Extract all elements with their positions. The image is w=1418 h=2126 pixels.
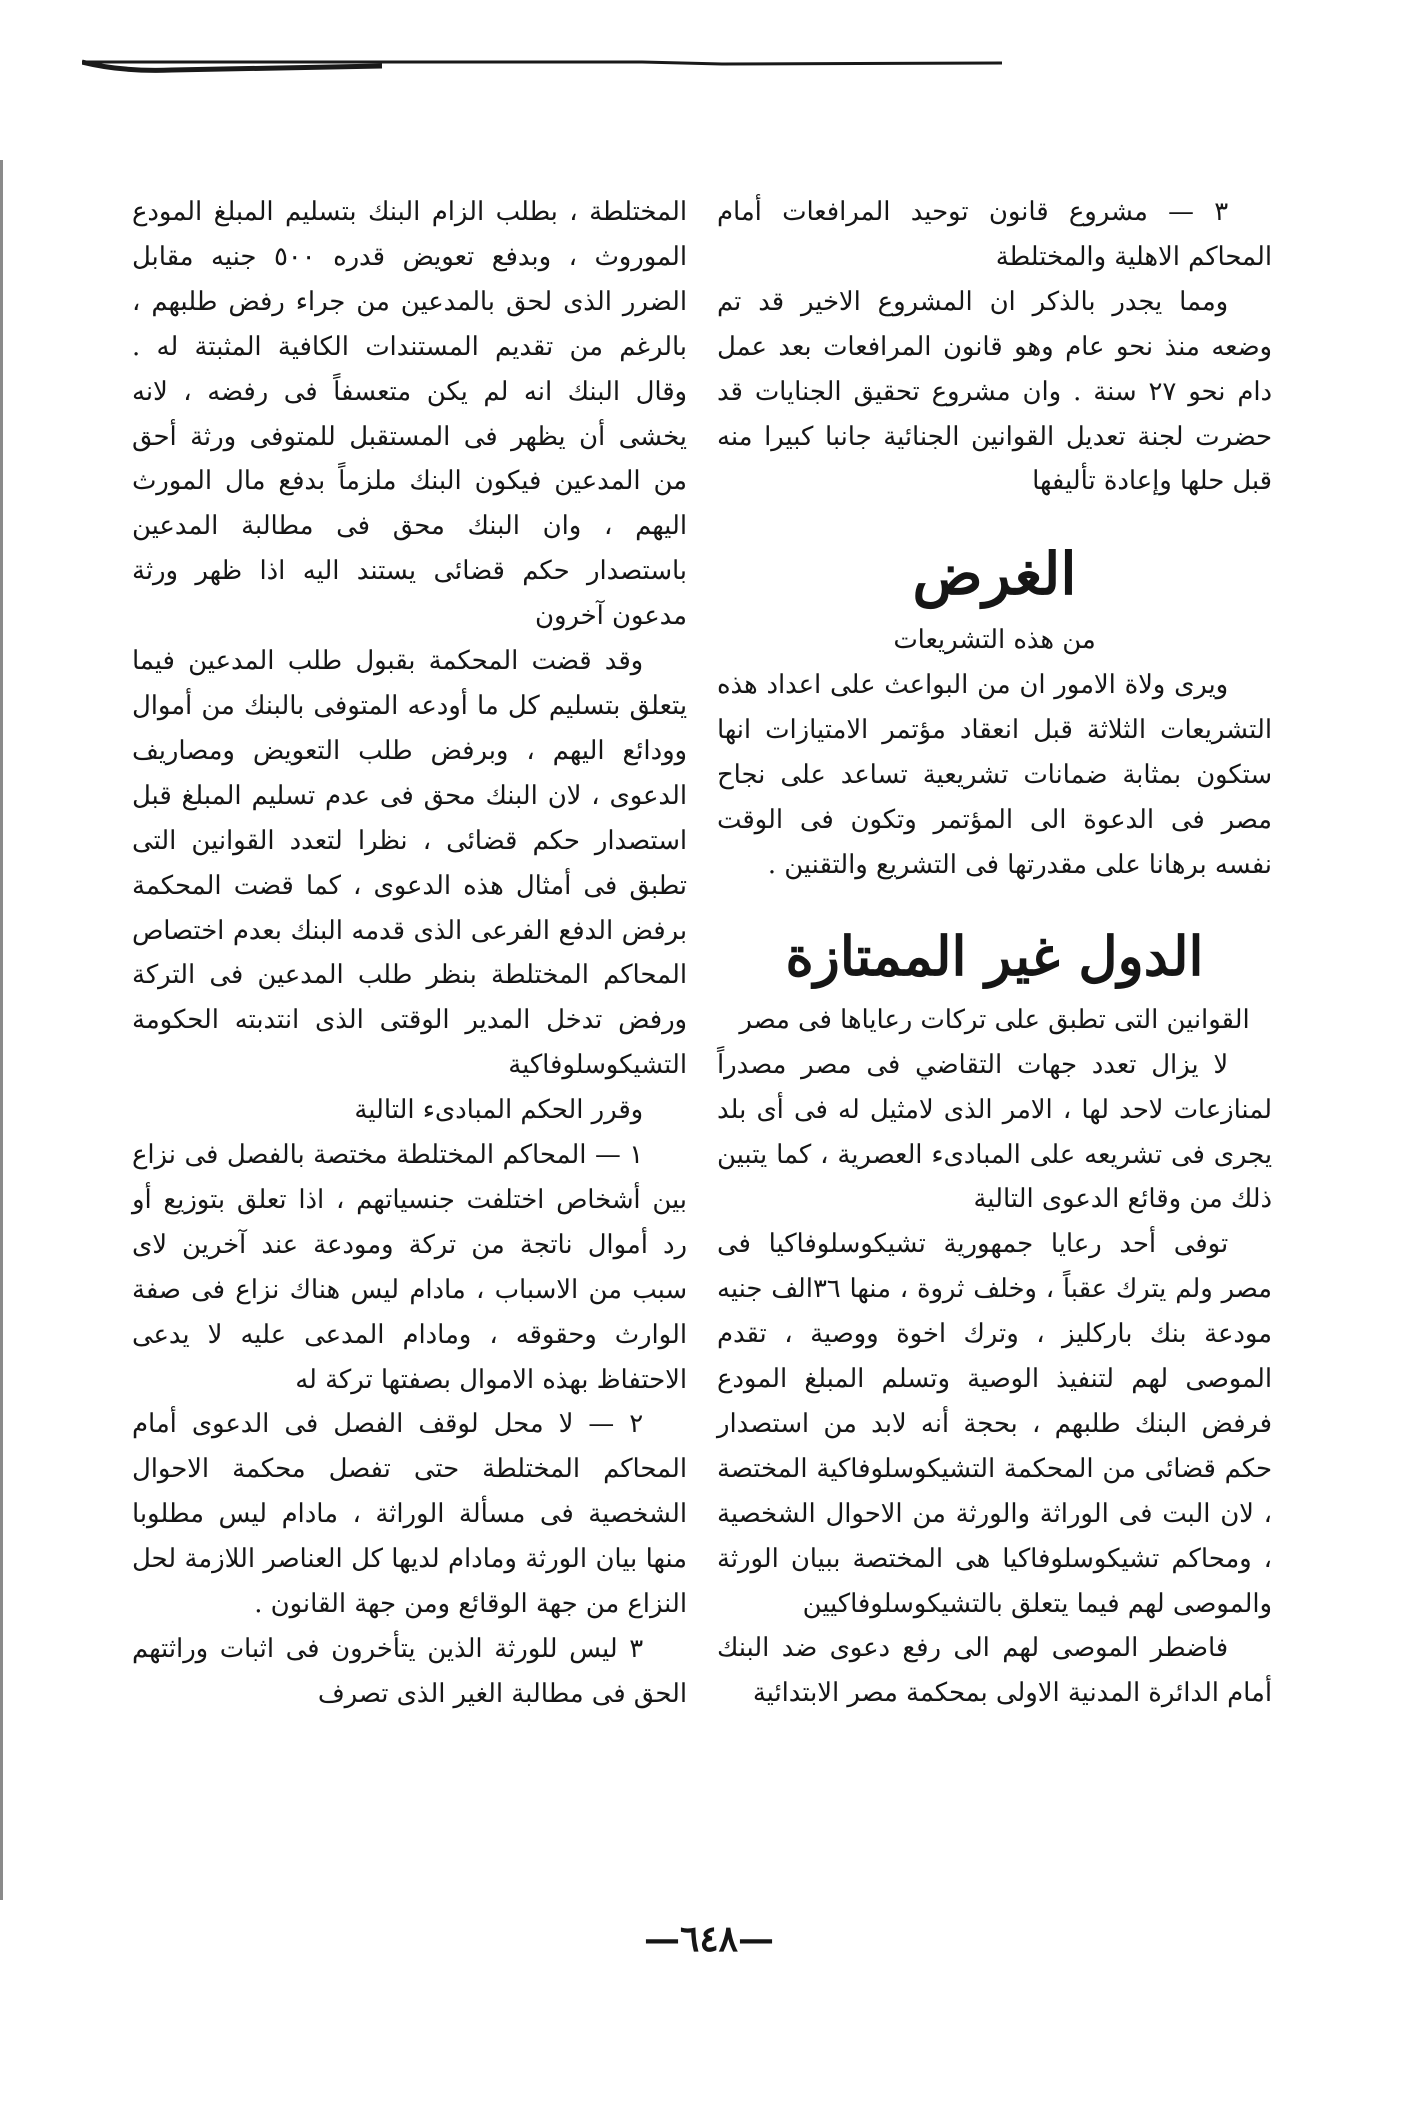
section-heading: الدول غير الممتازة	[785, 923, 1204, 988]
page-number: —٦٤٨—	[643, 1918, 774, 1960]
paragraph: ومما يجدر بالذكر ان المشروع الاخير قد تم وضعه منذ نحو عام وهو قانون المرافعات بعد عمل دام نحو ٢٧ سنة . وان مشروع تحقيق الجنايات قد حضرت لجنة تعديل القوانين الجنائية جانبا كبيرا منه قبل حلها وإعادة تأليفها	[717, 286, 1272, 497]
paragraph: وقرر الحكم المبادىء التالية	[354, 1095, 644, 1126]
paragraph: ٣ ليس للورثة الذين يتأخرون فى اثبات وراثتهم الحق فى مطالبة الغير الذى تصرف	[132, 1634, 687, 1709]
right-column	[717, 190, 1272, 1716]
paragraph: المختلطة ، بطلب الزام البنك بتسليم المبلغ المودع الموروث ، وبدفع تعويض قدره ٥٠٠ جنيه مقابل الضرر الذى لحق بالمدعين من جراء رفض طلبهم ، بالرغم من تقديم المستندات الكافية المثبتة له . وقال البنك انه لم يكن متعسفاً فى رفضه ، لانه يخشى أن يظهر فى المستقبل للمتوفى ورثة أحق من المدعين فيكون البنك ملزماً بدفع مال المورث اليهم ، وان البنك محق فى مطالبة المدعين باستصدار حكم قضائى يستند اليه اذا ظهر ورثة مدعون آخرون	[132, 197, 687, 632]
paragraph: توفى أحد رعايا جمهورية تشيكوسلوفاكيا فى مصر ولم يترك عقباً ، وخلف ثروة ، منها ٣٦الف جنيه مودعة بنك باركليز ، وترك اخوة ووصية ، تقدم الموصى لهم لتنفيذ الوصية وتسلم المبلغ المودع فرفض البنك طلبهم ، بحجة أنه لابد من استصدار حكم قضائى من المحكمة التشيكوسلوفاكية المختصة ، لان البت فى الوراثة والورثة من الاحوال الشخصية ، ومحاكم تشيكوسلوفاكيا هى المختصة ببيان الورثة والموصى لهم فيما يتعلق بالتشيكوسلوفاكيين	[717, 1229, 1273, 1619]
paragraph: ٣ — مشروع قانون توحيد المرافعات أمام المحاكم الاهلية والمختلطة	[717, 197, 1272, 272]
paragraph: لا يزال تعدد جهات التقاضي فى مصر مصدراً لمنازعات لاحد لها ، الامر الذى لامثيل له فى أى بلد يجرى فى تشريعه على المبادىء العصرية ، كما يتبين ذلك من وقائع الدعوى التالية	[717, 1049, 1272, 1215]
header-rule	[82, 58, 1002, 76]
section-heading: الغرض	[912, 540, 1077, 609]
scan-edge-shadow	[0, 160, 5, 1900]
section-subheading: من هذه التشريعات	[893, 625, 1096, 656]
left-column	[132, 190, 687, 1717]
paragraph: وقد قضت المحكمة بقبول طلب المدعين فيما يتعلق بتسليم كل ما أودعه المتوفى بالبنك من أموال وودائع اليهم ، وبرفض طلب التعويض ومصاريف الدعوى ، لان البنك محق فى عدم تسليم المبلغ قبل استصدار حكم قضائى ، نظرا لتعدد القوانين التى تطبق فى أمثال هذه الدعوى ، كما قضت المحكمة برفض الدفع الفرعى الذى قدمه البنك بعدم اختصاص المحاكم المختلطة بنظر طلب المدعين فى التركة ورفض تدخل المدير الوقتى الذى انتدبته الحكومة التشيكوسلوفاكية	[132, 646, 687, 1081]
spacer	[717, 504, 1272, 530]
paragraph: ٢ — لا محل لوقف الفصل فى الدعوى أمام المحاكم المختلطة حتى تفصل محكمة الاحوال الشخصية فى مسألة الوراثة ، مادام ليس مطلوبا منها بيان الورثة ومادام لديها كل العناصر اللازمة لحل النزاع من جهة الوقائع ومن جهة القانون .	[132, 1409, 687, 1620]
paragraph: ويرى ولاة الامور ان من البواعث على اعداد هذه التشريعات الثلاثة قبل انعقاد مؤتمر الامتيازات انها ستكون بمثابة ضمانات تشريعية تساعد على نجاح مصر فى الدعوة الى المؤتمر وتكون فى الوقت نفسه برهانا على مقدرتها فى التشريع والتقنين .	[717, 670, 1272, 880]
paragraph: ١ — المحاكم المختلطة مختصة بالفصل فى نزاع بين أشخاص اختلفت جنسياتهم ، اذا تعلق بتوزيع أو رد أموال ناتجة من تركة ومودعة عند آخرين لاى سبب من الاسباب ، مادام ليس هناك نزاع فى صفة الوارث وحقوقه ، ومادام المدعى عليه لا يدعى الاحتفاظ بهذه الاموال بصفتها تركة له	[132, 1140, 687, 1395]
paragraph: فاضطر الموصى لهم الى رفع دعوى ضد البنك أمام الدائرة المدنية الاولى بمحكمة مصر الابتدائية	[717, 1633, 1272, 1709]
section-subheading: القوانين التى تطبق على تركات رعاياها فى مصر	[739, 1004, 1250, 1035]
spacer	[717, 888, 1272, 914]
